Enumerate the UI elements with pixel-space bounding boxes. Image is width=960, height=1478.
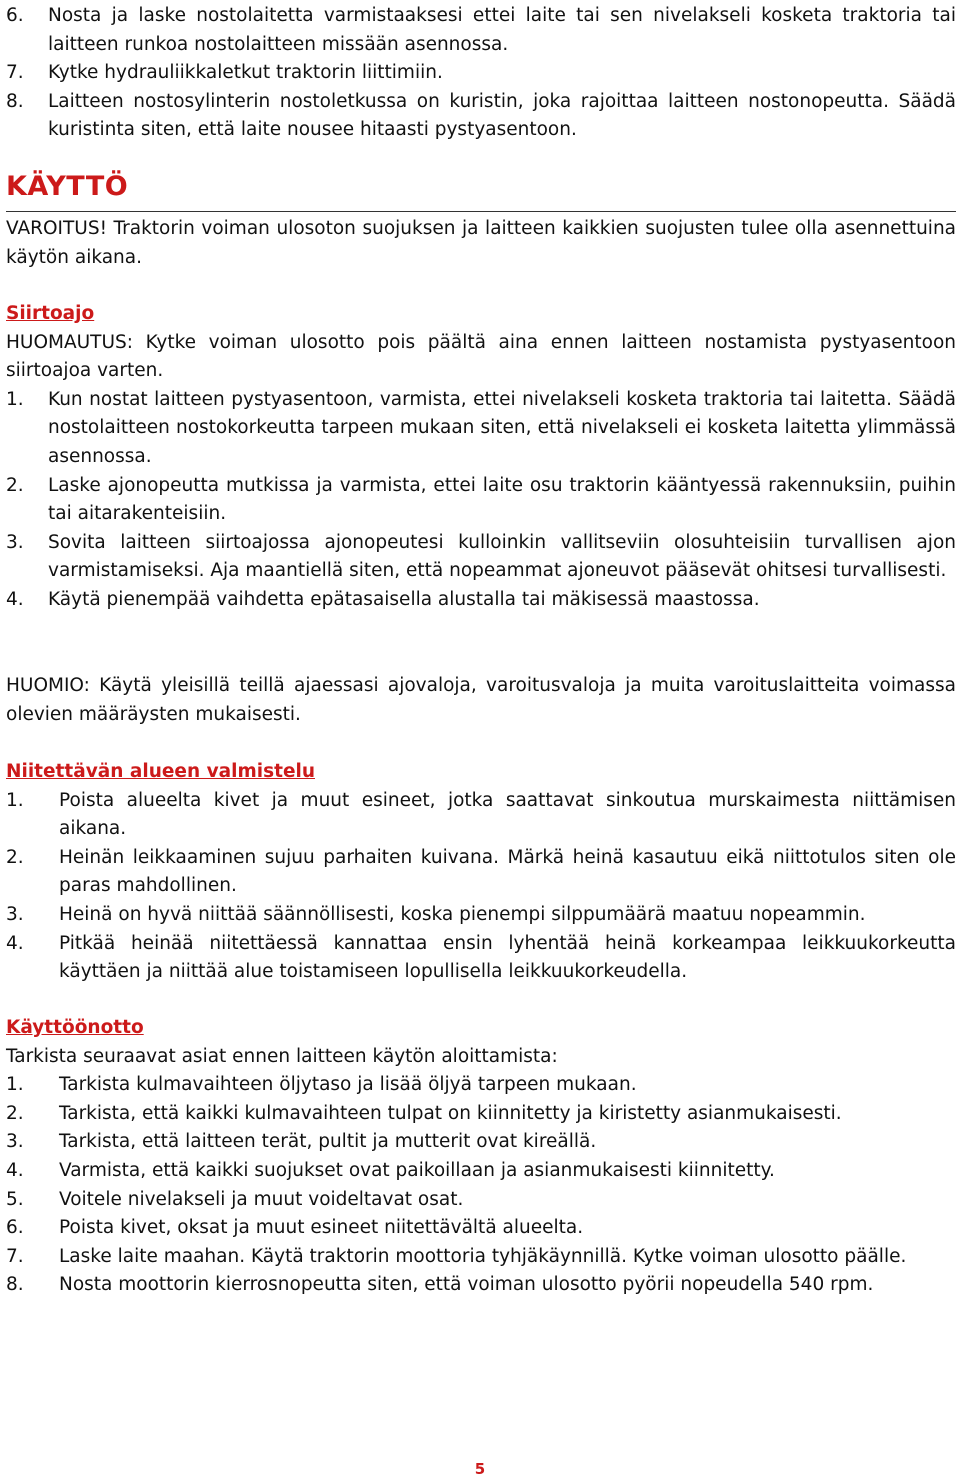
item-number: 7. xyxy=(6,62,24,84)
item-number: 8. xyxy=(6,90,24,112)
item-number: 2. xyxy=(6,1102,24,1124)
item-number: 6. xyxy=(6,1217,24,1239)
item-text: Pitkää heinää niitettäessä kannattaa ensin lyhentää heinä korkeampaa leikkuukorkeutta käyttäen ja niittää alue toistamiseen lopullisella leikkuukorkeudella. xyxy=(59,932,956,983)
list-item xyxy=(6,1100,956,1129)
list-item xyxy=(6,844,956,901)
item-number: 8. xyxy=(6,1274,24,1296)
list-item xyxy=(6,901,956,930)
warning-text: VAROITUS! Traktorin voiman ulosoton suojuksen ja laitteen kaikkien suojusten tulee olla asennettuina käytön aikana. xyxy=(6,218,956,268)
item-number: 4. xyxy=(6,1159,24,1181)
niitettava-list xyxy=(6,787,956,987)
list-item xyxy=(6,1157,956,1186)
item-number: 1. xyxy=(6,789,24,811)
kayttoonotto-heading: Käyttöönotto xyxy=(6,1017,144,1038)
item-number: 2. xyxy=(6,846,24,868)
list-item xyxy=(6,472,956,529)
item-number: 5. xyxy=(6,1188,24,1210)
kayttoonotto-list xyxy=(6,1071,956,1300)
niitettava-heading: Niitettävän alueen valmistelu xyxy=(6,761,315,782)
item-number: 3. xyxy=(6,1131,24,1153)
list-item xyxy=(6,59,956,88)
item-text: Laske ajonopeutta mutkissa ja varmista, ettei laite osu traktorin kääntyessä rakennuksiin, puihin tai aitarakenteisiin. xyxy=(48,474,956,525)
kayttoonotto-section xyxy=(6,1014,956,1300)
item-number: 7. xyxy=(6,1245,24,1267)
list-item xyxy=(6,586,956,615)
item-text: Heinän leikkaaminen sujuu parhaiten kuivana. Märkä heinä kasautuu eikä niittotulos siten ole paras mahdollinen. xyxy=(59,846,956,897)
list-item xyxy=(6,1243,956,1272)
list-item xyxy=(6,2,956,59)
siirtoajo-list xyxy=(6,386,956,615)
list-item xyxy=(6,930,956,987)
niitettava-section xyxy=(6,758,956,987)
item-number: 4. xyxy=(6,932,24,954)
item-number: 1. xyxy=(6,388,24,410)
huomio-block xyxy=(6,672,956,729)
item-number: 3. xyxy=(6,903,24,925)
item-text: Tarkista, että kaikki kulmavaihteen tulpat on kiinnitetty ja kiristetty asianmukaisesti. xyxy=(59,1102,842,1124)
siirtoajo-section xyxy=(6,300,956,615)
item-number: 1. xyxy=(6,1074,24,1096)
item-text: Sovita laitteen siirtoajossa ajonopeutesi kulloinkin vallitseviin olosuhteisiin turvallisen ajon varmistamiseksi. Aja maantiellä siten, että nopeammat ajoneuvot pääsevät ohitsesi turvallisesti. xyxy=(48,531,956,582)
item-text: Käytä pienempää vaihdetta epätasaisella alustalla tai mäkisessä maastossa. xyxy=(48,588,760,610)
item-text: Nosta moottorin kierrosnopeutta siten, että voiman ulosotto pyörii nopeudella 540 rpm. xyxy=(59,1274,874,1296)
item-number: 4. xyxy=(6,588,24,610)
item-text: Kytke hydrauliikkaletkut traktorin liittimiin. xyxy=(48,62,443,84)
section-divider xyxy=(6,211,956,212)
item-text: Kun nostat laitteen pystyasentoon, varmista, ettei nivelakseli kosketa traktoria tai laitetta. Säädä nostolaitteen nostokorkeutta tarpeen mukaan siten, että nivelakseli ei kosketa laitetta ylimmässä asennossa. xyxy=(48,388,956,467)
list-item xyxy=(6,1214,956,1243)
section-title: KÄYTTÖ xyxy=(6,171,129,202)
item-text: Laske laite maahan. Käytä traktorin moottoria tyhjäkäynnillä. Kytke voiman ulosotto päälle. xyxy=(59,1245,907,1267)
top-list xyxy=(6,2,956,145)
list-item xyxy=(6,386,956,472)
kayttoonotto-intro: Tarkista seuraavat asiat ennen laitteen käytön aloittamista: xyxy=(6,1045,558,1067)
list-item xyxy=(6,88,956,145)
item-text: Tarkista, että laitteen terät, pultit ja mutterit ovat kireällä. xyxy=(59,1131,597,1153)
item-text: Nosta ja laske nostolaitetta varmistaaksesi ettei laite tai sen nivelakseli kosketa traktoria tai laitteen runkoa nostolaitteen missään asennossa. xyxy=(48,5,956,55)
item-number: 6. xyxy=(6,5,24,26)
item-text: Voitele nivelakseli ja muut voideltavat osat. xyxy=(59,1188,464,1210)
item-number: 2. xyxy=(6,474,24,496)
warning-block xyxy=(6,215,956,272)
list-item xyxy=(6,1186,956,1215)
siirtoajo-intro: HUOMAUTUS: Kytke voiman ulosotto pois päältä aina ennen laitteen nostamista pystyasentoon siirtoajoa varten. xyxy=(6,331,956,382)
item-text: Poista alueelta kivet ja muut esineet, jotka saattavat sinkoutua murskaimesta niittämisen aikana. xyxy=(59,789,956,840)
item-text: Heinä on hyvä niittää säännöllisesti, koska pienempi silppumäärä maatuu nopeammin. xyxy=(59,903,866,925)
siirtoajo-heading: Siirtoajo xyxy=(6,303,95,324)
item-text: Laitteen nostosylinterin nostoletkussa on kuristin, joka rajoittaa laitteen nostonopeutta. Säädä kuristinta siten, että laite nousee hitaasti pystyasentoon. xyxy=(48,90,956,141)
item-text: Tarkista kulmavaihteen öljytaso ja lisää öljyä tarpeen mukaan. xyxy=(59,1074,637,1096)
huomio-text: HUOMIO: Käytä yleisillä teillä ajaessasi ajovaloja, varoitusvaloja ja muita varoituslaitteita voimassa olevien määräysten mukaisesti. xyxy=(6,675,956,725)
list-item xyxy=(6,1271,956,1300)
list-item xyxy=(6,1071,956,1100)
list-item xyxy=(6,787,956,844)
item-text: Varmista, että kaikki suojukset ovat paikoillaan ja asianmukaisesti kiinnitetty. xyxy=(59,1159,775,1181)
item-number: 3. xyxy=(6,531,24,553)
item-text: Poista kivet, oksat ja muut esineet niitettävältä alueelta. xyxy=(59,1217,584,1239)
list-item xyxy=(6,1128,956,1157)
kaytto-section xyxy=(6,170,956,204)
page-number: 5 xyxy=(474,1460,486,1478)
list-item xyxy=(6,529,956,586)
